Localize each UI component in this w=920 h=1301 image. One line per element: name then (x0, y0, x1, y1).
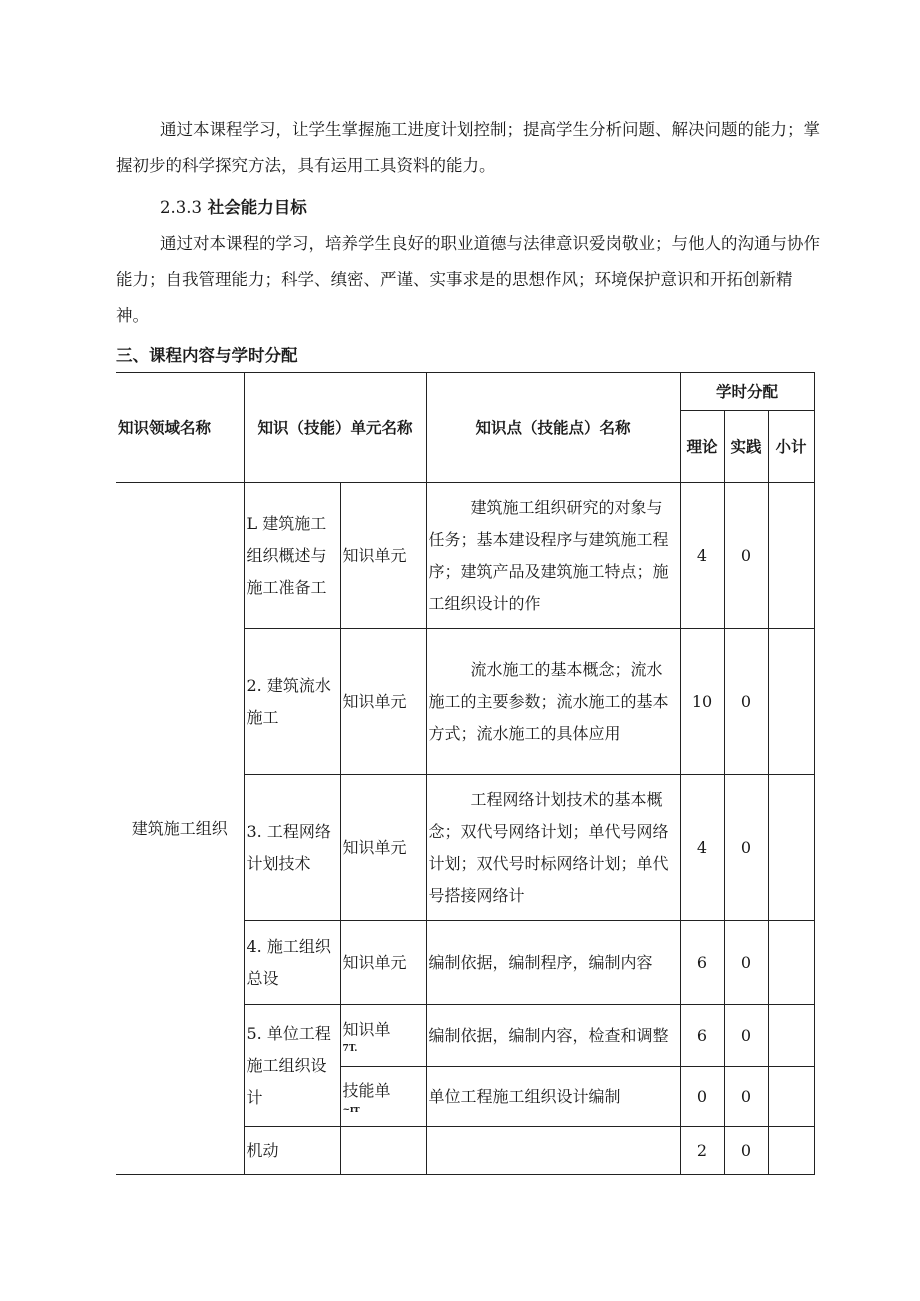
header-subtotal: 小计 (768, 411, 814, 483)
theory-5b: 0 (680, 1067, 724, 1127)
practice-6: 0 (724, 1127, 768, 1175)
practice-4: 0 (724, 921, 768, 1005)
unit-type-5b-label: 技能单 (342, 1080, 391, 1100)
subtotal-5b (768, 1067, 814, 1127)
practice-1: 0 (724, 483, 768, 629)
header-domain: 知识领域名称 (116, 373, 244, 483)
subtotal-4 (768, 921, 814, 1005)
points-5b: 单位工程施工组织设计编制 (426, 1067, 680, 1127)
theory-4: 6 (680, 921, 724, 1005)
unit-name-6: 机动 (244, 1127, 340, 1175)
subtotal-6 (768, 1127, 814, 1175)
unit-type-5a-label: 知识单 (342, 1019, 391, 1039)
header-theory: 理论 (680, 411, 724, 483)
unit-type-2: 知识单元 (340, 629, 426, 775)
paragraph-methods: 通过本课程学习，让学生掌握施工进度计划控制；提高学生分析问题、解决问题的能力；掌握初步的科学探究方法，具有运用工具资料的能力。 (116, 120, 820, 175)
theory-3: 4 (680, 775, 724, 921)
domain-name-cell: 建筑施工组织 (116, 483, 244, 1175)
unit-type-5b (340, 1067, 426, 1127)
paragraph-social-ability: 通过对本课程的学习，培养学生良好的职业道德与法律意识爱岗敬业；与他人的沟通与协作能力；自我管理能力；科学、缜密、严谨、实事求是的思想作风；环境保护意识和开拓创新精神。 (116, 234, 820, 325)
theory-6: 2 (680, 1127, 724, 1175)
points-3: 工程网络计划技术的基本概念；双代号网络计划；单代号网络计划；双代号时标网络计划；单代号搭接网络计 (426, 775, 680, 921)
practice-3: 0 (724, 775, 768, 921)
unit-type-5a-mark: 7T. (342, 1043, 358, 1054)
theory-1: 4 (680, 483, 724, 629)
unit-name-3: 3. 工程网络计划技术 (244, 775, 340, 921)
theory-2: 10 (680, 629, 724, 775)
section-heading-3: 三、课程内容与学时分配 (116, 346, 298, 365)
unit-type-5b-mark: ~rr (342, 1104, 360, 1115)
unit-name-5: 5. 单位工程施工组织设计 (244, 1005, 340, 1127)
header-unit: 知识（技能）单元名称 (244, 373, 426, 483)
unit-type-5a (340, 1005, 426, 1067)
unit-name-4: 4. 施工组织总设 (244, 921, 340, 1005)
subtotal-1 (768, 483, 814, 629)
header-hours: 学时分配 (680, 373, 814, 411)
course-content-table (116, 372, 815, 1175)
unit-type-1: 知识单元 (340, 483, 426, 629)
subtotal-5a (768, 1005, 814, 1067)
unit-type-4: 知识单元 (340, 921, 426, 1005)
section-heading-2-3-3 (160, 194, 307, 218)
subtotal-3 (768, 775, 814, 921)
points-4: 编制依据，编制程序，编制内容 (426, 921, 680, 1005)
theory-5a: 6 (680, 1005, 724, 1067)
unit-name-2: 2. 建筑流水施工 (244, 629, 340, 775)
unit-type-6 (340, 1127, 426, 1175)
practice-2: 0 (724, 629, 768, 775)
header-practice: 实践 (724, 411, 768, 483)
unit-type-3: 知识单元 (340, 775, 426, 921)
section-number: 2.3.3 (160, 198, 202, 217)
points-5a: 编制依据，编制内容，检查和调整 (426, 1005, 680, 1067)
subtotal-2 (768, 629, 814, 775)
points-1: 建筑施工组织研究的对象与任务；基本建设程序与建筑施工程序；建筑产品及建筑施工特点；施工组织设计的作 (426, 483, 680, 629)
section-title: 社会能力目标 (207, 198, 307, 217)
practice-5b: 0 (724, 1067, 768, 1127)
points-6 (426, 1127, 680, 1175)
header-points: 知识点（技能点）名称 (426, 373, 680, 483)
points-2: 流水施工的基本概念；流水施工的主要参数；流水施工的基本方式；流水施工的具体应用 (426, 629, 680, 775)
unit-name-1: L 建筑施工组织概述与施工准备工 (244, 483, 340, 629)
practice-5a: 0 (724, 1005, 768, 1067)
